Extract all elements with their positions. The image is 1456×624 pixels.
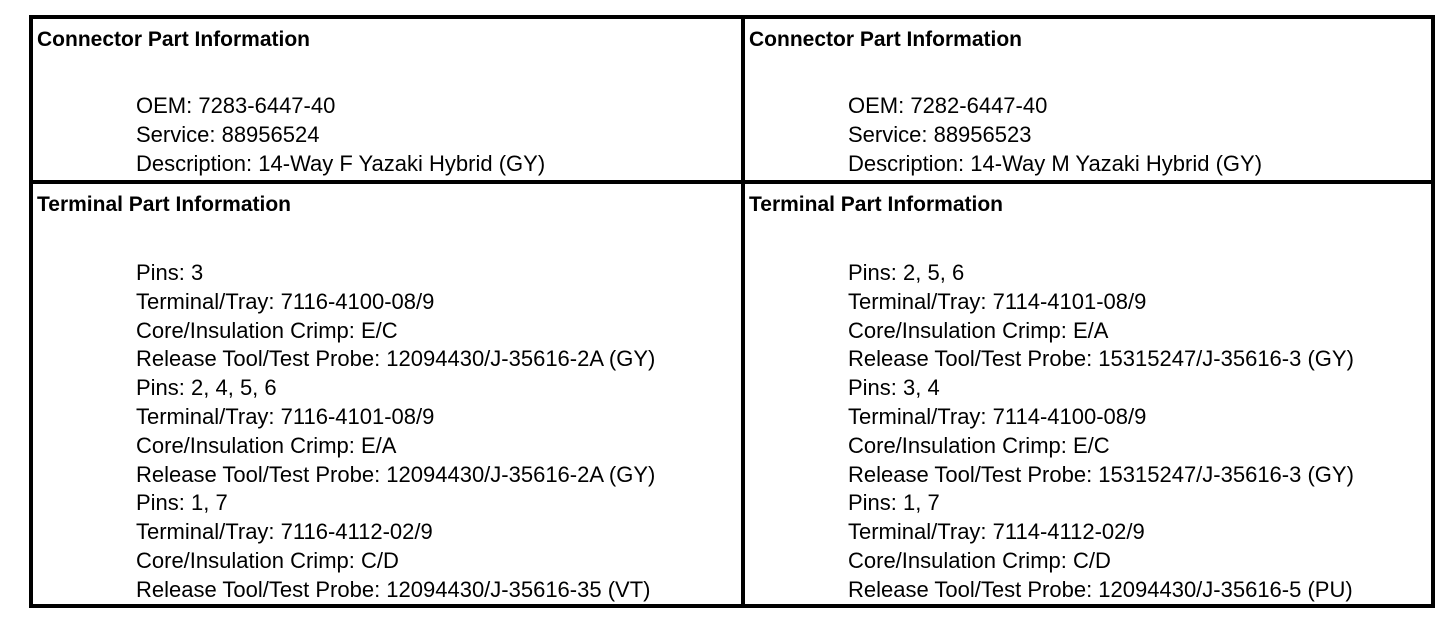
connector-details	[848, 92, 1262, 178]
crimp-line: Core/Insulation Crimp: E/C	[136, 317, 398, 343]
terminal-tray-line: Terminal/Tray: 7114-4112-02/9	[848, 519, 1145, 545]
connector-info-cell-left	[33, 19, 745, 184]
service-number: Service: 88956523	[848, 121, 1032, 147]
release-tool-line: Release Tool/Test Probe: 15315247/J-35616-3 (GY)	[848, 461, 1354, 487]
pins-line: Pins: 2, 5, 6	[848, 260, 965, 285]
terminal-tray-line: Terminal/Tray: 7116-4100-08/9	[136, 288, 435, 314]
crimp-line: Core/Insulation Crimp: C/D	[136, 547, 399, 573]
terminal-tray-line: Terminal/Tray: 7114-4100-08/9	[848, 403, 1147, 429]
release-tool-line: Release Tool/Test Probe: 12094430/J-35616-2A (GY)	[136, 461, 656, 487]
connector-info-cell-right	[745, 19, 1431, 184]
connector-description: Description: 14-Way F Yazaki Hybrid (GY)	[136, 150, 546, 176]
connector-heading: Connector Part Information	[749, 28, 1023, 51]
connector-details	[136, 92, 545, 178]
terminal-details	[136, 259, 655, 604]
pins-line: Pins: 3, 4	[848, 375, 940, 401]
pins-line: Pins: 1, 7	[848, 490, 940, 516]
pins-line: Pins: 3	[136, 260, 204, 285]
connector-heading: Connector Part Information	[37, 28, 311, 51]
crimp-line: Core/Insulation Crimp: E/A	[136, 432, 397, 458]
connector-description: Description: 14-Way M Yazaki Hybrid (GY)	[848, 150, 1263, 176]
terminal-info-cell-right	[745, 184, 1431, 604]
crimp-line: Core/Insulation Crimp: E/A	[848, 317, 1109, 343]
crimp-line: Core/Insulation Crimp: C/D	[848, 547, 1111, 573]
terminal-tray-line: Terminal/Tray: 7114-4101-08/9	[848, 288, 1147, 314]
pins-line: Pins: 2, 4, 5, 6	[136, 375, 277, 401]
release-tool-line: Release Tool/Test Probe: 12094430/J-35616-35 (VT)	[136, 576, 651, 602]
crimp-line: Core/Insulation Crimp: E/C	[848, 432, 1110, 458]
part-information-table	[29, 15, 1435, 608]
pins-line: Pins: 1, 7	[136, 490, 228, 516]
terminal-tray-line: Terminal/Tray: 7116-4101-08/9	[136, 403, 435, 429]
terminal-info-cell-left	[33, 184, 745, 604]
terminal-tray-line: Terminal/Tray: 7116-4112-02/9	[136, 519, 433, 545]
terminal-details	[848, 259, 1354, 604]
terminal-heading: Terminal Part Information	[749, 193, 1003, 216]
oem-number: OEM: 7282-6447-40	[848, 93, 1048, 118]
release-tool-line: Release Tool/Test Probe: 12094430/J-35616-5 (PU)	[848, 576, 1353, 602]
terminal-heading: Terminal Part Information	[37, 193, 291, 216]
oem-number: OEM: 7283-6447-40	[136, 93, 336, 118]
release-tool-line: Release Tool/Test Probe: 15315247/J-35616-3 (GY)	[848, 346, 1354, 372]
release-tool-line: Release Tool/Test Probe: 12094430/J-35616-2A (GY)	[136, 346, 656, 372]
service-number: Service: 88956524	[136, 121, 320, 147]
